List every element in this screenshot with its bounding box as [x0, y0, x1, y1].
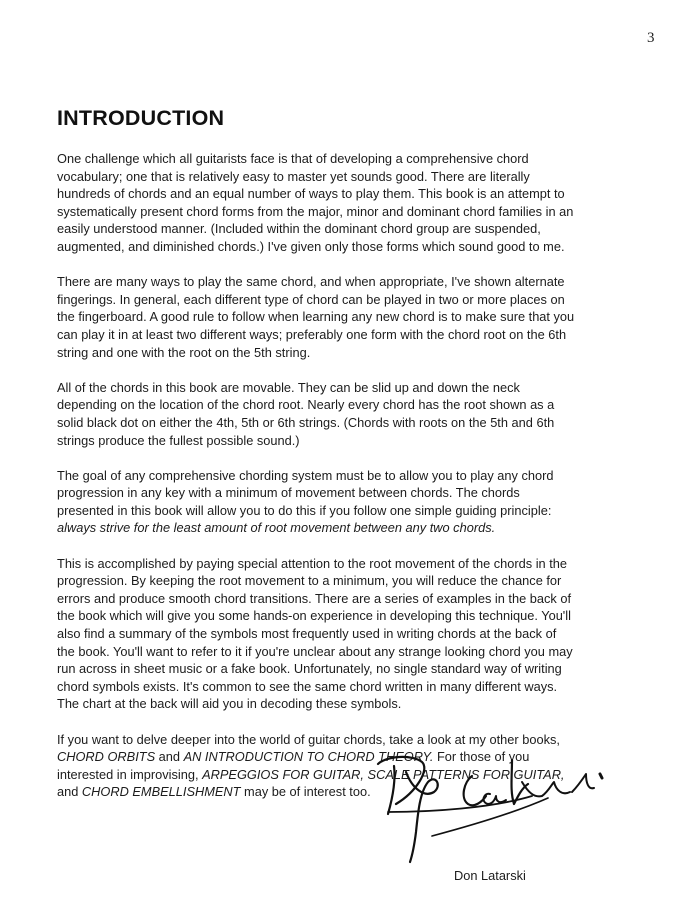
text-line: easily understood manner. (Included within the dominant chord group are suspended, [57, 221, 541, 237]
text-line: errors and produce smooth chord transitions. There are a series of examples in the back of [57, 590, 572, 606]
text-line: the book which will give you some hands-on experience in developing this technique. You'll [57, 608, 571, 624]
text-line: the book. You'll want to refer to it if you're unclear about any strange looking chord you may [57, 643, 573, 659]
text-line: string and one with the root on the 5th string. [57, 344, 311, 360]
guiding-principle: always strive for the least amount of root movement between any two chords. [57, 520, 496, 536]
book-title-intro-chord-theory: AN INTRODUCTION TO CHORD THEORY. [183, 749, 434, 765]
signature-stroke [572, 774, 594, 792]
text-fragment: and [155, 749, 184, 765]
text-line: systematically present chord forms from the major, minor and dominant chord families in an [57, 203, 574, 219]
text-line: progression. By keeping the root movement to a minimum, you will reduce the chance for [57, 573, 562, 589]
text-line: All of the chords in this book are movable. They can be slid up and down the neck [57, 379, 520, 395]
signature-stroke [388, 766, 395, 814]
book-title-chord-embellishment: CHORD EMBELLISHMENT [81, 784, 241, 800]
signature-stroke [378, 757, 424, 804]
text-line: fingerings. In general, each different type of chord can be played in two or more places on [57, 291, 565, 307]
text-line: hundreds of chords and an equal number of ways to play them. This book is an attempt to [57, 186, 565, 202]
signature-stroke [388, 796, 532, 812]
text-fragment: and [57, 784, 82, 800]
text-line: augmented, and diminished chords.) I've given only those forms which sound good to me. [57, 238, 565, 254]
book-title-chord-orbits: CHORD ORBITS [57, 749, 156, 765]
text-line: can play it in at least two different ways; preferably one form with the chord root on the 6th [57, 326, 567, 342]
signature-stroke [600, 774, 602, 778]
text-line: One challenge which all guitarists face is that of developing a comprehensive chord [57, 151, 529, 166]
text-line: chord symbols exists. It's common to see the same chord written in many different ways. [57, 678, 558, 694]
text-line: depending on the location of the chord root. Nearly every chord has the root shown as a [57, 397, 555, 413]
page-number: 3 [647, 30, 655, 46]
text-line: solid black dot on either the 4th, 5th or 6th strings. (Chords with roots on the 5th and 6th [57, 414, 555, 430]
text-line: The goal of any comprehensive chording system must be to allow you to play any chord [57, 467, 554, 483]
text-line: This is accomplished by paying special attention to the root movement of the chords in the [57, 555, 568, 571]
signature-stroke [484, 794, 506, 804]
signature-stroke [464, 776, 486, 805]
paragraph-4 [57, 467, 647, 537]
paragraph-1 [57, 150, 647, 256]
text-line: presented in this book will allow you to do this if you follow one simple guiding principle: [57, 502, 552, 518]
text-line: strings produce the fullest possible sound.) [57, 432, 300, 448]
text-line: also find a summary of the symbols most frequently used in writing chords at the back of [57, 626, 557, 642]
text-line: There are many ways to play the same chord, and when appropriate, I've shown alternate [57, 274, 565, 290]
signer-name: Don Latarski [454, 868, 526, 883]
paragraph-3 [57, 379, 647, 449]
text-line: vocabulary; one that is relatively easy to master yet sounds good. There are literally [57, 168, 530, 184]
text-line: The chart at the back will aid you in decoding these symbols. [57, 696, 402, 712]
handwritten-signature [372, 752, 637, 864]
text-fragment: may be of interest too. [240, 784, 371, 800]
introduction-body [57, 150, 647, 819]
text-fragment: For those of you [433, 749, 530, 765]
text-fragment: interested in improvising, [57, 766, 203, 782]
text-line: run across in sheet music or a fake book. Unfortunately, no single standard way of writing [57, 661, 562, 677]
paragraph-2 [57, 273, 647, 361]
paragraph-5 [57, 555, 647, 713]
page-title: INTRODUCTION [57, 106, 225, 130]
text-line: progression in any key with a minimum of movement between chords. The chords [57, 485, 520, 501]
signature-stroke [406, 772, 438, 862]
text-line: the fingerboard. A good rule to follow when learning any new chord is to make sure that you [57, 309, 575, 325]
signature-stroke [522, 782, 570, 796]
text-line: If you want to delve deeper into the world of guitar chords, take a look at my other books, [57, 731, 560, 747]
book-title-arpeggios-scales: ARPEGGIOS FOR GUITAR, SCALE PATTERNS FOR GUITAR, [202, 766, 565, 782]
